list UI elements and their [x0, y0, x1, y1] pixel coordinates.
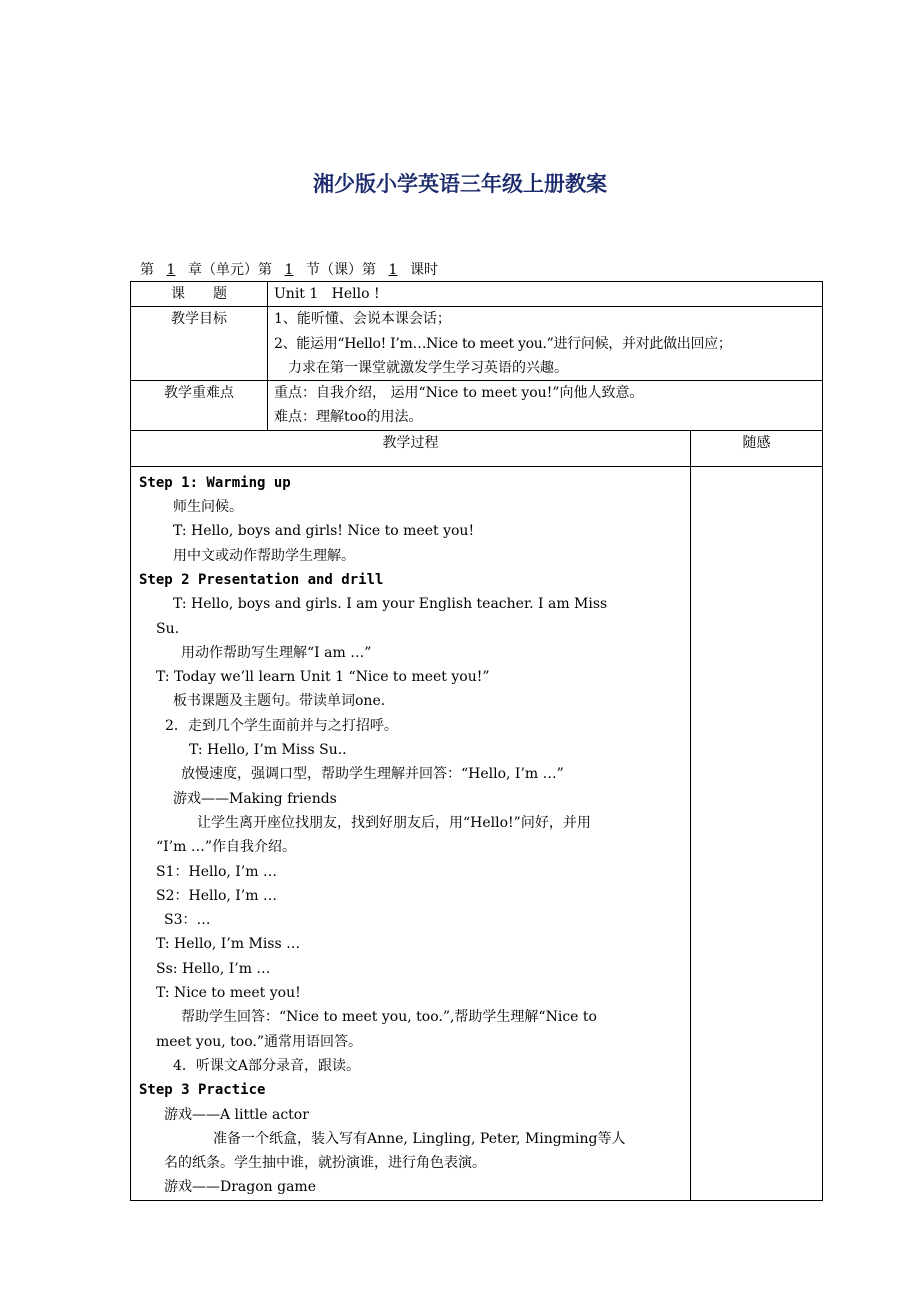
topic-row [131, 282, 823, 307]
notes-cell [691, 466, 823, 1200]
chapter-unit-text: 章（单元）第 [188, 262, 272, 278]
section-number: 1 [284, 262, 294, 278]
process-line: T: Hello, I’m Miss … [156, 936, 301, 953]
process-line: 游戏——Making friends [173, 790, 337, 807]
goals-value-cell [268, 307, 823, 381]
process-line: T: Hello, boys and girls. I am your English teacher. I am Miss [173, 596, 608, 613]
process-line: T: Today we’ll learn Unit 1 “Nice to meet you!” [156, 669, 490, 686]
key-points-row [131, 381, 823, 431]
topic-label: 课 题 [171, 286, 227, 302]
process-content [131, 466, 691, 1200]
process-line: 帮助学生回答：“Nice to meet you, too.”,帮助学生理解“Nice to [181, 1009, 597, 1026]
topic-value: Unit 1 Hello ! [274, 286, 380, 302]
process-line: 4．听课文A部分录音，跟读。 [173, 1057, 361, 1074]
process-header: 教学过程 [131, 430, 691, 466]
lesson-plan-table [130, 281, 823, 1201]
process-line: S3：… [164, 912, 211, 929]
process-line: 游戏——Dragon game [164, 1179, 316, 1196]
process-line: 用中文或动作帮助学生理解。 [173, 547, 355, 564]
chapter-line [140, 259, 438, 279]
key-points-label: 教学重难点 [164, 385, 234, 402]
topic-value-cell [268, 282, 823, 307]
process-line: T: Nice to meet you! [156, 985, 301, 1002]
process-line: Ss: Hello, I’m … [156, 960, 271, 977]
lesson-text: 课时 [410, 262, 438, 278]
goals-label-cell [131, 307, 268, 381]
process-line: S1：Hello, I’m … [156, 863, 277, 880]
process-line: S2：Hello, I’m … [156, 887, 277, 904]
process-line: 师生问候。 [173, 499, 243, 516]
step-heading: Step 1: Warming up [139, 474, 291, 491]
process-line: 板书课题及主题句。带读单词one. [173, 693, 386, 710]
goals-row [131, 307, 823, 381]
process-line: 用动作帮助写生理解“I am …” [181, 644, 372, 661]
goal-line: 1、能听懂、会说本课会话； [274, 311, 451, 328]
process-line: T: Hello, boys and girls! Nice to meet you! [173, 523, 475, 540]
process-line: 准备一个纸盒，装入写有Anne, Lingling, Peter, Mingming等人 [213, 1130, 626, 1147]
process-line: meet you, too.”通常用语回答。 [156, 1033, 363, 1050]
goal-line: 力求在第一课堂就激发学生学习英语的兴趣。 [288, 359, 568, 376]
process-row [131, 466, 823, 1200]
goals-label: 教学目标 [171, 311, 227, 328]
topic-label-cell [131, 282, 268, 307]
process-line: 放慢速度，强调口型，帮助学生理解并回答：“Hello, I’m …” [181, 766, 564, 783]
process-line: T: Hello, I’m Miss Su.. [189, 742, 347, 759]
key-points-label-cell [131, 381, 268, 431]
page-title: 湘少版小学英语三年级上册教案 [313, 172, 607, 196]
process-header-row [131, 430, 823, 466]
section-text: 节（课）第 [306, 262, 376, 278]
process-line: 2．走到几个学生面前并与之打招呼。 [165, 717, 398, 734]
process-line: 名的纸条。学生抽中谁，就扮演谁，进行角色表演。 [164, 1155, 486, 1172]
goal-line: 2、能运用“Hello! I’m…Nice to meet you.”进行问候，并对此做出回应； [274, 335, 732, 352]
process-line: “I’m …”作自我介绍。 [156, 839, 297, 856]
lesson-number: 1 [388, 262, 398, 278]
key-points-value-cell [268, 381, 823, 431]
notes-header: 随感 [691, 430, 823, 466]
key-point-line: 重点：自我介绍， 运用“Nice to meet you!”向他人致意。 [274, 385, 644, 402]
process-line: Su. [156, 620, 180, 637]
process-line: 让学生离开座位找朋友，找到好朋友后，用“Hello!”问好，并用 [197, 814, 591, 831]
step-heading: Step 2 Presentation and drill [139, 571, 384, 588]
step-heading: Step 3 Practice [139, 1082, 266, 1099]
key-point-line: 难点：理解too的用法。 [274, 409, 423, 426]
chapter-number: 1 [166, 262, 176, 278]
process-line: 游戏——A little actor [164, 1106, 309, 1123]
chapter-prefix: 第 [140, 262, 154, 278]
